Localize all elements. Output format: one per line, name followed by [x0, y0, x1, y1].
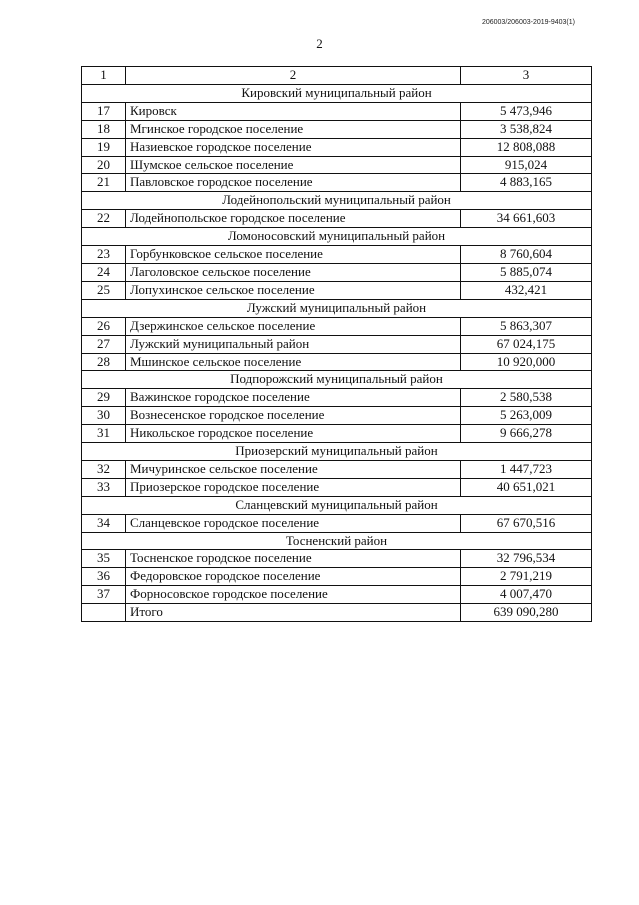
- amount-value: 34 661,603: [461, 210, 592, 228]
- region-name: Лужский муниципальный район: [82, 299, 592, 317]
- settlement-name: Лопухинское сельское поселение: [126, 281, 461, 299]
- amount-value: 9 666,278: [461, 425, 592, 443]
- amount-value: 4 007,470: [461, 586, 592, 604]
- amount-value: 8 760,604: [461, 246, 592, 264]
- amount-value: 5 885,074: [461, 263, 592, 281]
- amount-value: 5 473,946: [461, 102, 592, 120]
- settlement-name: Приозерское городское поселение: [126, 478, 461, 496]
- settlement-name: Мичуринское сельское поселение: [126, 460, 461, 478]
- table-row: [82, 120, 592, 138]
- row-number: 34: [82, 514, 126, 532]
- table-row: [82, 156, 592, 174]
- region-name: Подпорожский муниципальный район: [82, 371, 592, 389]
- amount-value: 40 651,021: [461, 478, 592, 496]
- settlement-name: Шумское сельское поселение: [126, 156, 461, 174]
- amount-value: 2 791,219: [461, 568, 592, 586]
- settlement-name: Сланцевское городское поселение: [126, 514, 461, 532]
- row-number: 28: [82, 353, 126, 371]
- table-row: [82, 478, 592, 496]
- table-row: [82, 246, 592, 264]
- row-number: 20: [82, 156, 126, 174]
- row-number: 29: [82, 389, 126, 407]
- region-row: [82, 443, 592, 461]
- amount-value: 639 090,280: [461, 604, 592, 622]
- settlement-name: Кировск: [126, 102, 461, 120]
- settlement-name: Важинское городское поселение: [126, 389, 461, 407]
- region-name: Тосненский район: [82, 532, 592, 550]
- page-number: 2: [316, 36, 323, 51]
- settlement-name: Итого: [126, 604, 461, 622]
- settlement-name: Тосненское городское поселение: [126, 550, 461, 568]
- table-row: [82, 389, 592, 407]
- table-row: [82, 568, 592, 586]
- settlement-name: Вознесенское городское поселение: [126, 407, 461, 425]
- region-row: [82, 371, 592, 389]
- region-row: [82, 228, 592, 246]
- table-row: [82, 102, 592, 120]
- settlement-name: Никольское городское поселение: [126, 425, 461, 443]
- table-row: [82, 425, 592, 443]
- settlement-name: Лодейнопольское городское поселение: [126, 210, 461, 228]
- region-row: [82, 496, 592, 514]
- row-number: 22: [82, 210, 126, 228]
- settlement-name: Форносовское городское поселение: [126, 586, 461, 604]
- amount-value: 1 447,723: [461, 460, 592, 478]
- row-number: 17: [82, 102, 126, 120]
- row-number: 37: [82, 586, 126, 604]
- table-row: [82, 586, 592, 604]
- row-number: 24: [82, 263, 126, 281]
- amount-value: 5 863,307: [461, 317, 592, 335]
- header-col-3: 3: [461, 67, 592, 85]
- region-name: Лодейнопольский муниципальный район: [82, 192, 592, 210]
- region-name: Сланцевский муниципальный район: [82, 496, 592, 514]
- row-number: 27: [82, 335, 126, 353]
- settlement-name: Дзержинское сельское поселение: [126, 317, 461, 335]
- region-name: Ломоносовский муниципальный район: [82, 228, 592, 246]
- amount-value: 4 883,165: [461, 174, 592, 192]
- row-number: 18: [82, 120, 126, 138]
- row-number: [82, 604, 126, 622]
- header-row: [82, 67, 592, 85]
- row-number: 35: [82, 550, 126, 568]
- settlement-name: Лужский муниципальный район: [126, 335, 461, 353]
- amount-value: 67 670,516: [461, 514, 592, 532]
- settlement-name: Лаголовское сельское поселение: [126, 263, 461, 281]
- table-row: [82, 335, 592, 353]
- document-code: 206003/206003-2019-9403(1): [481, 19, 575, 26]
- row-number: 26: [82, 317, 126, 335]
- amount-value: 12 808,088: [461, 138, 592, 156]
- table-row: [82, 174, 592, 192]
- amount-value: 67 024,175: [461, 335, 592, 353]
- row-number: 31: [82, 425, 126, 443]
- amount-value: 915,024: [461, 156, 592, 174]
- settlement-name: Федоровское городское поселение: [126, 568, 461, 586]
- row-number: 23: [82, 246, 126, 264]
- region-name: Приозерский муниципальный район: [82, 443, 592, 461]
- settlement-name: Назиевское городское поселение: [126, 138, 461, 156]
- budget-table: [81, 66, 592, 622]
- header-col-2: 2: [126, 67, 461, 85]
- table-row: [82, 460, 592, 478]
- table-row: [82, 263, 592, 281]
- row-number: 33: [82, 478, 126, 496]
- table-row: [82, 514, 592, 532]
- region-row: [82, 192, 592, 210]
- table-row: [82, 210, 592, 228]
- row-number: 19: [82, 138, 126, 156]
- table-row: [82, 407, 592, 425]
- amount-value: 2 580,538: [461, 389, 592, 407]
- table-row: [82, 317, 592, 335]
- table-row: [82, 604, 592, 622]
- amount-value: 432,421: [461, 281, 592, 299]
- region-name: Кировский муниципальный район: [82, 84, 592, 102]
- table-row: [82, 353, 592, 371]
- table-row: [82, 138, 592, 156]
- region-row: [82, 532, 592, 550]
- region-row: [82, 84, 592, 102]
- row-number: 25: [82, 281, 126, 299]
- amount-value: 10 920,000: [461, 353, 592, 371]
- row-number: 32: [82, 460, 126, 478]
- settlement-name: Горбунковское сельское поселение: [126, 246, 461, 264]
- row-number: 30: [82, 407, 126, 425]
- row-number: 36: [82, 568, 126, 586]
- table-row: [82, 550, 592, 568]
- amount-value: 32 796,534: [461, 550, 592, 568]
- settlement-name: Мгинское городское поселение: [126, 120, 461, 138]
- row-number: 21: [82, 174, 126, 192]
- region-row: [82, 299, 592, 317]
- settlement-name: Мшинское сельское поселение: [126, 353, 461, 371]
- amount-value: 5 263,009: [461, 407, 592, 425]
- amount-value: 3 538,824: [461, 120, 592, 138]
- settlement-name: Павловское городское поселение: [126, 174, 461, 192]
- header-col-1: 1: [82, 67, 126, 85]
- table-row: [82, 281, 592, 299]
- table-body: [82, 67, 592, 622]
